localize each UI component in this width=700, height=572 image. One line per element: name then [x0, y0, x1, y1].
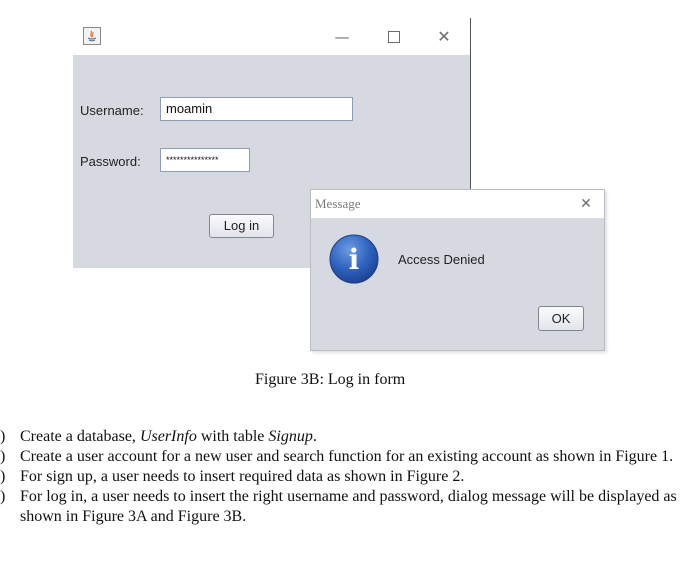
table-name: Signup — [268, 428, 313, 445]
instruction-marker: ) — [0, 448, 6, 465]
ok-button[interactable]: OK — [538, 306, 584, 331]
instructions-list — [0, 427, 700, 527]
username-field[interactable]: moamin — [160, 97, 353, 121]
instruction-text: Create a user account for a new user and search function for an existing account as shown in Figure 1. — [20, 448, 674, 465]
figure-caption: Figure 3B: Log in form — [255, 371, 406, 388]
java-app-icon — [83, 27, 101, 45]
message-dialog — [310, 189, 605, 351]
dialog-titlebar — [311, 190, 604, 218]
login-button[interactable]: Log in — [209, 214, 274, 238]
instruction-text: For log in, a user needs to insert the right username and password, dialog message will be displayed as shown in Figure 3A and Figure 3B. — [20, 488, 677, 525]
instruction-text: Create a database, UserInfo with table Signup. — [20, 428, 317, 445]
dialog-title: Message — [315, 196, 361, 211]
maximize-button[interactable] — [383, 26, 405, 48]
instruction-marker: ) — [0, 488, 6, 505]
database-name: UserInfo — [139, 428, 197, 445]
username-label: Username: — [80, 103, 144, 118]
dialog-message: Access Denied — [398, 252, 485, 267]
instruction-text: For sign up, a user needs to insert required data as shown in Figure 2. — [20, 468, 465, 485]
password-label: Password: — [80, 154, 141, 169]
instruction-marker: ) — [0, 428, 6, 445]
instruction-item — [0, 467, 700, 487]
info-icon — [328, 233, 380, 285]
info-icon-letter: i — [348, 243, 360, 276]
dialog-close-button[interactable]: ✕ — [580, 196, 592, 212]
close-button[interactable]: ✕ — [437, 27, 451, 46]
password-field[interactable]: *************** — [160, 148, 250, 172]
minimize-button[interactable]: — — [334, 28, 350, 46]
instruction-item — [0, 487, 700, 527]
login-titlebar — [73, 18, 470, 55]
instruction-marker: ) — [0, 468, 6, 485]
maximize-icon — [388, 31, 400, 43]
instruction-item — [0, 447, 700, 467]
instruction-item — [0, 427, 700, 447]
